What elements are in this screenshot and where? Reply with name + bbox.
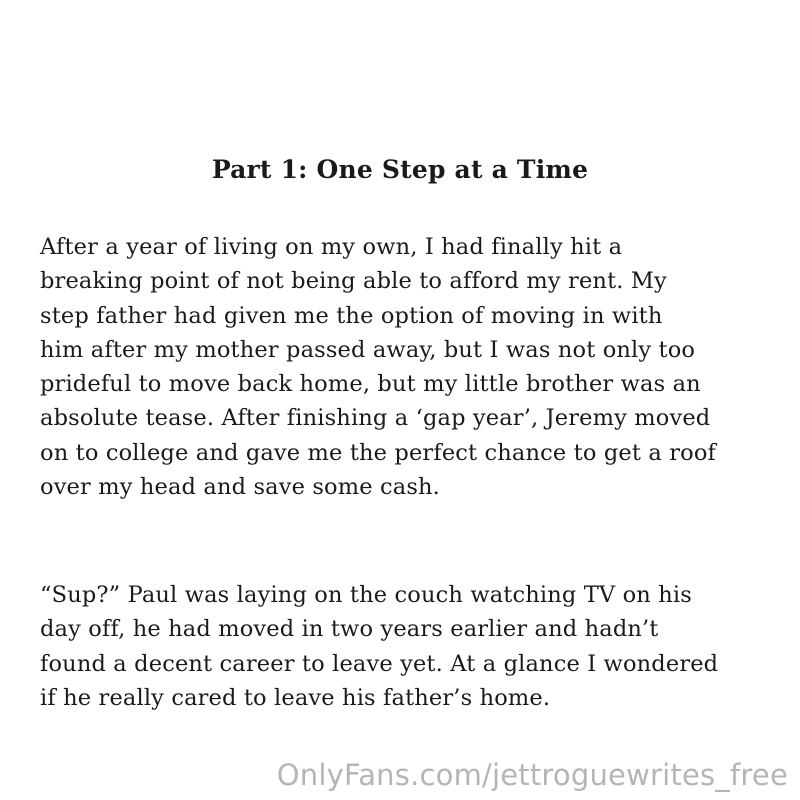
page-title: Part 1: One Step at a Time [211,155,589,184]
text-line: breaking point of not being able to afford my rent. My [40,268,667,295]
text-line: absolute tease. After finishing a ‘gap year’, Jeremy moved [40,405,711,432]
text-line: step father had given me the option of moving in with [40,302,663,329]
text-line: if he really cared to leave his father’s home. [40,684,551,711]
text-line: After a year of living on my own, I had finally hit a [40,234,623,260]
text-line: over my head and save some cash. [40,474,440,501]
paragraph-2 [40,578,780,715]
watermark: OnlyFans.com/jettroguewrites_free [276,758,788,792]
text-line: prideful to move back home, but my little brother was an [40,371,701,398]
text-line: on to college and gave me the perfect chance to get a roof [40,439,716,466]
text-line: him after my mother passed away, but I was not only too [40,336,696,363]
text-line: day off, he had moved in two years earlier and hadn’t [40,616,659,643]
text-line: “Sup?” Paul was laying on the couch watching TV on his [40,582,692,608]
text-line: found a decent career to leave yet. At a glance I wondered [40,650,719,677]
paragraph-1 [40,230,780,504]
